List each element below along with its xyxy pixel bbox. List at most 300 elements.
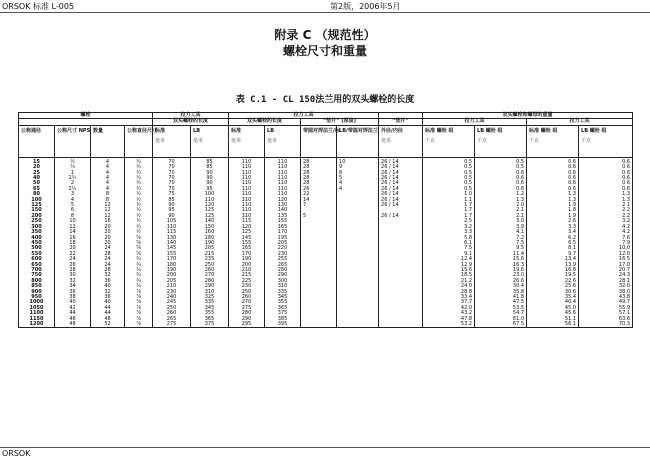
cell-lb-1: 120 — [191, 203, 229, 208]
col-std-1: 标准 毫米 — [153, 125, 191, 157]
cell-spacer-lb: 8 — [337, 171, 379, 176]
cell-weight-lb-b: 20.7 — [579, 268, 633, 273]
cell-std-1: 200 — [153, 273, 191, 278]
cell-size: ⅞ — [125, 317, 153, 322]
cell-std-1: 180 — [153, 263, 191, 268]
cell-lb-1: 335 — [191, 300, 229, 305]
cell-size: ⅞ — [125, 311, 153, 316]
cell-qty: 32 — [91, 273, 125, 278]
cell-dn: 350 — [19, 230, 55, 235]
cell-weight-std-a: 0.5 — [423, 187, 475, 192]
cell-std-2: 190 — [229, 257, 265, 262]
cell-dn: 1000 — [19, 300, 55, 305]
cell-weight-lb-b: 17.0 — [579, 263, 633, 268]
cell-weight-lb-b: 0.6 — [579, 187, 633, 192]
cell-spacer-lb: 9 — [337, 165, 379, 170]
cell-weight-std-a: 18.5 — [423, 273, 475, 278]
cell-nps: 46 — [55, 317, 91, 322]
cell-weight-lb-b: 28.1 — [579, 279, 633, 284]
cell-qty: 8 — [91, 198, 125, 203]
cell-qty: 28 — [91, 252, 125, 257]
cell-weight-std-a: 28.8 — [423, 290, 475, 295]
cell-lb-1: 85 — [191, 165, 229, 170]
cell-weight-std-b: 6.2 — [527, 236, 579, 241]
cell-std-2: 270 — [229, 300, 265, 305]
cell-size: ⅞ — [125, 322, 153, 328]
cell-qty: 36 — [91, 295, 125, 300]
cell-qty: 32 — [91, 290, 125, 295]
cell-od: 26 / 14 — [379, 176, 423, 181]
cell-nps: 20 — [55, 246, 91, 251]
cell-weight-lb-a: 15.6 — [475, 257, 527, 262]
cell-weight-lb-b: 38.0 — [579, 290, 633, 295]
cell-dn: 125 — [19, 203, 55, 208]
col-std-2: 标准 毫米 — [229, 125, 265, 157]
cell-size: ¾ — [125, 263, 153, 268]
cell-weight-std-b: 1.8 — [527, 208, 579, 213]
cell-qty: 48 — [91, 317, 125, 322]
cell-lb-2: 110 — [265, 187, 301, 192]
cell-od: 26 / 14 — [379, 187, 423, 192]
cell-lb-1: 260 — [191, 268, 229, 273]
cell-weight-std-a: 43.2 — [423, 311, 475, 316]
cell-weight-std-b: 3.3 — [527, 225, 579, 230]
cell-std-1: 70 — [153, 171, 191, 176]
cell-nps: 1 — [55, 171, 91, 176]
cell-std-1: 170 — [153, 257, 191, 262]
cell-dn: 50 — [19, 181, 55, 186]
cell-lb-2: 365 — [265, 306, 301, 311]
subgroup-spacer-2: “垫片” — [379, 119, 423, 125]
cell-size: ½ — [125, 157, 153, 165]
cell-qty: 40 — [91, 284, 125, 289]
cell-weight-lb-b: 32.0 — [579, 284, 633, 289]
cell-std-1: 145 — [153, 246, 191, 251]
cell-spacer-std: 28 — [301, 165, 337, 170]
cell-od: 26 / 14 — [379, 171, 423, 176]
cell-weight-std-b: 6.5 — [527, 241, 579, 246]
col-lb-1: LB 毫米 — [191, 125, 229, 157]
cell-weight-lb-a: 9.5 — [475, 246, 527, 251]
group-bolt: 螺栓 — [19, 113, 153, 119]
cell-weight-lb-b: 63.6 — [579, 317, 633, 322]
cell-lb-1: 325 — [191, 295, 229, 300]
cell-qty: 52 — [91, 322, 125, 328]
cell-qty: 40 — [91, 300, 125, 305]
cell-weight-lb-b: 4.2 — [579, 225, 633, 230]
cell-spacer-std: 7 — [301, 203, 337, 208]
cell-weight-std-b: 0.6 — [527, 165, 579, 170]
cell-size: ½ — [125, 171, 153, 176]
cell-lb-2: 355 — [265, 300, 301, 305]
cell-od: 26 / 14 — [379, 203, 423, 208]
cell-lb-2: 205 — [265, 241, 301, 246]
cell-weight-lb-b: 43.8 — [579, 295, 633, 300]
cell-dn: 550 — [19, 252, 55, 257]
cell-weight-lb-a: 16.3 — [475, 263, 527, 268]
cell-nps: 3 — [55, 192, 91, 197]
cell-dn: 25 — [19, 171, 55, 176]
cell-std-1: 95 — [153, 208, 191, 213]
cell-weight-lb-a: 7.5 — [475, 241, 527, 246]
cell-lb-2: 165 — [265, 225, 301, 230]
cell-od: 26 / 14 — [379, 192, 423, 197]
cell-qty: 44 — [91, 306, 125, 311]
cell-weight-lb-a: 41.8 — [475, 295, 527, 300]
cell-qty: 12 — [91, 203, 125, 208]
cell-size: ½ — [125, 181, 153, 186]
cell-od — [379, 322, 423, 328]
cell-dn: 450 — [19, 241, 55, 246]
cell-size: ½ — [125, 208, 153, 213]
cell-dn: 1200 — [19, 322, 55, 328]
col-weight-lb-a: LB 螺栓 组 千克 — [475, 125, 527, 157]
cell-spacer-std: 28 — [301, 157, 337, 165]
cell-spacer-lb: 4 — [337, 187, 379, 192]
cell-od: 26 / 14 — [379, 198, 423, 203]
annex-title: 附录 C （规范性） — [274, 28, 376, 42]
cell-weight-std-b: 3.4 — [527, 230, 579, 235]
cell-weight-lb-a: 0.5 — [475, 165, 527, 170]
cell-qty: 28 — [91, 268, 125, 273]
cell-weight-lb-b: 70.3 — [579, 322, 633, 328]
cell-weight-std-b: 1.3 — [527, 198, 579, 203]
cell-std-1: 85 — [153, 198, 191, 203]
cell-weight-lb-b: 4.2 — [579, 230, 633, 235]
group-weight: 双头螺栓和螺母的重量 — [423, 113, 633, 119]
cell-nps: 14 — [55, 230, 91, 235]
cell-size: ¾ — [125, 257, 153, 262]
cell-weight-lb-a: 61.0 — [475, 317, 527, 322]
cell-std-2: 250 — [229, 290, 265, 295]
cell-lb-2: 135 — [265, 214, 301, 219]
cell-lb-1: 310 — [191, 290, 229, 295]
cell-weight-lb-b: 0.6 — [579, 171, 633, 176]
cell-nps: 38 — [55, 295, 91, 300]
cell-weight-std-a: 3.3 — [423, 230, 475, 235]
cell-lb-1: 90 — [191, 181, 229, 186]
cell-std-1: 265 — [153, 317, 191, 322]
annex-subtitle: 螺栓尺寸和重量 — [282, 44, 367, 58]
cell-weight-std-b: 40.4 — [527, 300, 579, 305]
cell-std-2: 110 — [229, 165, 265, 170]
cell-nps: ½ — [55, 157, 91, 165]
cell-weight-lb-a: 19.6 — [475, 268, 527, 273]
cell-weight-std-b: 25.6 — [527, 284, 579, 289]
cell-weight-lb-b: 7.6 — [579, 236, 633, 241]
cell-weight-std-a: 37.7 — [423, 300, 475, 305]
table-row — [19, 157, 633, 165]
cell-std-2: 110 — [229, 157, 265, 165]
cell-std-2: 110 — [229, 198, 265, 203]
cell-spacer-std: 28 — [301, 171, 337, 176]
cell-weight-std-a: 1.7 — [423, 214, 475, 219]
col-od: 外径/内径 毫米 — [379, 125, 423, 157]
cell-weight-lb-a: 4.1 — [475, 230, 527, 235]
cell-size: ¾ — [125, 284, 153, 289]
cell-weight-std-b: 56.1 — [527, 322, 579, 328]
subgroup-tool-1: 拉力工具 — [423, 119, 527, 125]
cell-qty: 24 — [91, 246, 125, 251]
cell-dn: 1100 — [19, 311, 55, 316]
cell-od: 26 / 14 — [379, 214, 423, 219]
cell-size: ⅝ — [125, 252, 153, 257]
cell-std-2: 295 — [229, 322, 265, 328]
cell-std-1: 90 — [153, 203, 191, 208]
cell-weight-lb-a: 2.0 — [475, 203, 527, 208]
cell-qty: 4 — [91, 181, 125, 186]
cell-weight-std-a: 1.7 — [423, 208, 475, 213]
cell-spacer-std: 5 — [301, 214, 337, 219]
cell-lb-1: 95 — [191, 187, 229, 192]
cell-weight-std-a: 1.7 — [423, 203, 475, 208]
cell-spacer-lb — [337, 322, 379, 328]
cell-weight-lb-b: 12.0 — [579, 252, 633, 257]
cell-weight-std-a: 3.2 — [423, 225, 475, 230]
cell-weight-lb-a: 2.1 — [475, 208, 527, 213]
cell-lb-2: 140 — [265, 208, 301, 213]
cell-weight-lb-b: 16.5 — [579, 257, 633, 262]
cell-dn: 40 — [19, 176, 55, 181]
cell-std-2: 280 — [229, 311, 265, 316]
cell-nps: 16 — [55, 236, 91, 241]
cell-nps: 18 — [55, 241, 91, 246]
cell-weight-lb-b: 0.6 — [579, 176, 633, 181]
cell-lb-2: 110 — [265, 192, 301, 197]
cell-std-2: 275 — [229, 306, 265, 311]
cell-dn: 250 — [19, 219, 55, 224]
cell-lb-2: 290 — [265, 273, 301, 278]
cell-std-1: 70 — [153, 176, 191, 181]
footer-doc-id: ORSOK — [2, 449, 31, 458]
cell-std-2: 215 — [229, 273, 265, 278]
cell-weight-lb-a: 0.6 — [475, 171, 527, 176]
cell-lb-1: 190 — [191, 241, 229, 246]
cell-weight-std-a: 15.6 — [423, 268, 475, 273]
cell-qty: 20 — [91, 230, 125, 235]
cell-weight-lb-a: 2.1 — [475, 214, 527, 219]
cell-lb-1: 125 — [191, 208, 229, 213]
cell-weight-std-a: 6.1 — [423, 241, 475, 246]
cell-nps: 36 — [55, 290, 91, 295]
cell-qty: 8 — [91, 192, 125, 197]
cell-std-1: 70 — [153, 187, 191, 192]
subgroup-length-1: 双头螺栓的长度 — [153, 119, 229, 125]
cell-qty: 4 — [91, 176, 125, 181]
cell-lb-1: 180 — [191, 236, 229, 241]
cell-qty: 4 — [91, 171, 125, 176]
col-nps: 公称尺寸 NPS — [55, 125, 91, 157]
cell-qty: 36 — [91, 279, 125, 284]
cell-weight-std-b: 1.9 — [527, 203, 579, 208]
cell-weight-lb-a: 3.9 — [475, 225, 527, 230]
col-spacer-lb: LB/带圆对焊法兰 — [337, 125, 379, 157]
cell-weight-lb-a: 54.7 — [475, 311, 527, 316]
cell-qty: 24 — [91, 263, 125, 268]
cell-std-1: 70 — [153, 181, 191, 186]
cell-weight-std-a: 7.5 — [423, 246, 475, 251]
cell-lb-1: 355 — [191, 311, 229, 316]
cell-weight-std-b: 0.6 — [527, 176, 579, 181]
cell-weight-lb-a: 3.0 — [475, 219, 527, 224]
cell-weight-lb-b: 49.7 — [579, 300, 633, 305]
cell-lb-1: 345 — [191, 306, 229, 311]
cell-weight-std-b: 0.6 — [527, 171, 579, 176]
cell-weight-std-b: 19.5 — [527, 273, 579, 278]
cell-size: ½ — [125, 165, 153, 170]
cell-dn: 200 — [19, 214, 55, 219]
table-caption: 表 C.1 - CL 150法兰用的双头螺栓的长度 — [235, 95, 415, 105]
cell-dn: 700 — [19, 268, 55, 273]
col-weight-std-b: 标准 螺栓 组 千克 — [527, 125, 579, 157]
cell-lb-2: 395 — [265, 322, 301, 328]
cell-weight-std-b: 0.6 — [527, 181, 579, 186]
col-qty: 数量 — [91, 125, 125, 157]
cell-std-1: 260 — [153, 311, 191, 316]
cell-lb-2: 110 — [265, 157, 301, 165]
col-weight-lb-b: LB 螺栓 组 千克 — [579, 125, 633, 157]
cell-weight-std-a: 0.5 — [423, 181, 475, 186]
cell-size: ¾ — [125, 273, 153, 278]
cell-std-2: 110 — [229, 203, 265, 208]
cell-spacer-lb: 5 — [337, 176, 379, 181]
header-divider — [0, 12, 650, 13]
cell-weight-std-a: 1.1 — [423, 198, 475, 203]
cell-std-2: 260 — [229, 295, 265, 300]
cell-lb-1: 250 — [191, 263, 229, 268]
cell-nps: 1½ — [55, 176, 91, 181]
cell-weight-lb-b: 0.6 — [579, 165, 633, 170]
cell-size: ½ — [125, 187, 153, 192]
cell-spacer-std — [301, 322, 337, 328]
cell-size: ½ — [125, 214, 153, 219]
cell-weight-std-b: 1.9 — [527, 214, 579, 219]
cell-weight-std-a: 0.5 — [423, 165, 475, 170]
cell-weight-lb-a: 23.0 — [475, 273, 527, 278]
cell-weight-lb-a: 67.5 — [475, 322, 527, 328]
cell-size: ⅞ — [125, 290, 153, 295]
col-lb-2: LB 毫米 — [265, 125, 301, 157]
cell-weight-lb-a: 0.6 — [475, 181, 527, 186]
cell-weight-lb-b: 2.2 — [579, 208, 633, 213]
cell-weight-lb-a: 0.5 — [475, 157, 527, 165]
cell-weight-std-a: 12.4 — [423, 257, 475, 262]
cell-lb-2: 375 — [265, 311, 301, 316]
cell-nps: ¾ — [55, 165, 91, 170]
cell-lb-2: 220 — [265, 246, 301, 251]
cell-lb-2: 280 — [265, 268, 301, 273]
cell-std-2: 165 — [229, 246, 265, 251]
cell-std-2: 125 — [229, 230, 265, 235]
cell-size: ¾ — [125, 279, 153, 284]
cell-lb-2: 230 — [265, 252, 301, 257]
cell-lb-2: 255 — [265, 257, 301, 262]
cell-dn: 20 — [19, 165, 55, 170]
cell-qty: 4 — [91, 187, 125, 192]
cell-weight-lb-b: 0.6 — [579, 157, 633, 165]
cell-weight-lb-b: 7.9 — [579, 241, 633, 246]
cell-lb-1: 160 — [191, 230, 229, 235]
cell-std-2: 225 — [229, 279, 265, 284]
cell-lb-1: 90 — [191, 176, 229, 181]
cell-lb-1: 125 — [191, 214, 229, 219]
cell-weight-lb-a: 0.6 — [475, 187, 527, 192]
cell-dn: 80 — [19, 192, 55, 197]
cell-lb-1: 235 — [191, 257, 229, 262]
cell-spacer-std: 14 — [301, 198, 337, 203]
cell-std-2: 230 — [229, 284, 265, 289]
cell-weight-std-b: 2.6 — [527, 219, 579, 224]
cell-dn: 650 — [19, 263, 55, 268]
cell-qty: 20 — [91, 236, 125, 241]
cell-std-1: 210 — [153, 284, 191, 289]
col-size: 公称直径尺寸 — [125, 125, 153, 157]
cell-std-2: 155 — [229, 241, 265, 246]
cell-lb-2: 110 — [265, 171, 301, 176]
cell-nps: 10 — [55, 219, 91, 224]
cell-lb-2: 110 — [265, 176, 301, 181]
cell-nps: 28 — [55, 268, 91, 273]
cell-nps: 44 — [55, 311, 91, 316]
cell-dn: 65 — [19, 187, 55, 192]
cell-weight-std-a: 0.5 — [423, 157, 475, 165]
cell-spacer-lb: 4 — [337, 181, 379, 186]
cell-lb-1: 90 — [191, 171, 229, 176]
cell-nps: 2½ — [55, 187, 91, 192]
cell-dn: 900 — [19, 290, 55, 295]
cell-nps: 2 — [55, 181, 91, 186]
footer-divider — [0, 447, 650, 448]
table-row — [19, 322, 633, 328]
cell-od: 26 / 14 — [379, 165, 423, 170]
cell-nps: 34 — [55, 284, 91, 289]
header-edition: 第2版，2006年5月 — [330, 2, 401, 11]
cell-weight-std-b: 8.1 — [527, 246, 579, 251]
cell-nps: 32 — [55, 279, 91, 284]
cell-lb-1: 85 — [191, 157, 229, 165]
cell-weight-std-a: 2.5 — [423, 219, 475, 224]
cell-qty: 44 — [91, 311, 125, 316]
cell-weight-std-a: 0.5 — [423, 171, 475, 176]
cell-weight-lb-b: 24.3 — [579, 273, 633, 278]
cell-size: ½ — [125, 176, 153, 181]
header-row-columns — [19, 125, 633, 157]
cell-weight-lb-a: 1.2 — [475, 192, 527, 197]
cell-size: ⅝ — [125, 246, 153, 251]
cell-lb-1: 365 — [191, 317, 229, 322]
cell-qty: 20 — [91, 241, 125, 246]
cell-std-1: 110 — [153, 225, 191, 230]
group-tension: 拉力工具 — [153, 113, 229, 119]
cell-lb-2: 120 — [265, 198, 301, 203]
cell-nps: 26 — [55, 263, 91, 268]
cell-std-2: 110 — [229, 192, 265, 197]
cell-weight-std-a: 1.0 — [423, 192, 475, 197]
cell-std-1: 115 — [153, 230, 191, 235]
cell-weight-lb-b: 2.2 — [579, 214, 633, 219]
cell-size: ⅞ — [125, 300, 153, 305]
cell-std-2: 200 — [229, 263, 265, 268]
cell-weight-std-a: 21.2 — [423, 279, 475, 284]
cell-lb-1: 290 — [191, 284, 229, 289]
cell-weight-std-a: 0.5 — [423, 176, 475, 181]
cell-weight-lb-a: 11.4 — [475, 252, 527, 257]
cell-std-2: 110 — [229, 208, 265, 213]
cell-nps: 8 — [55, 214, 91, 219]
cell-weight-std-b: 22.6 — [527, 279, 579, 284]
cell-nps: 22 — [55, 252, 91, 257]
cell-lb-1: 150 — [191, 225, 229, 230]
